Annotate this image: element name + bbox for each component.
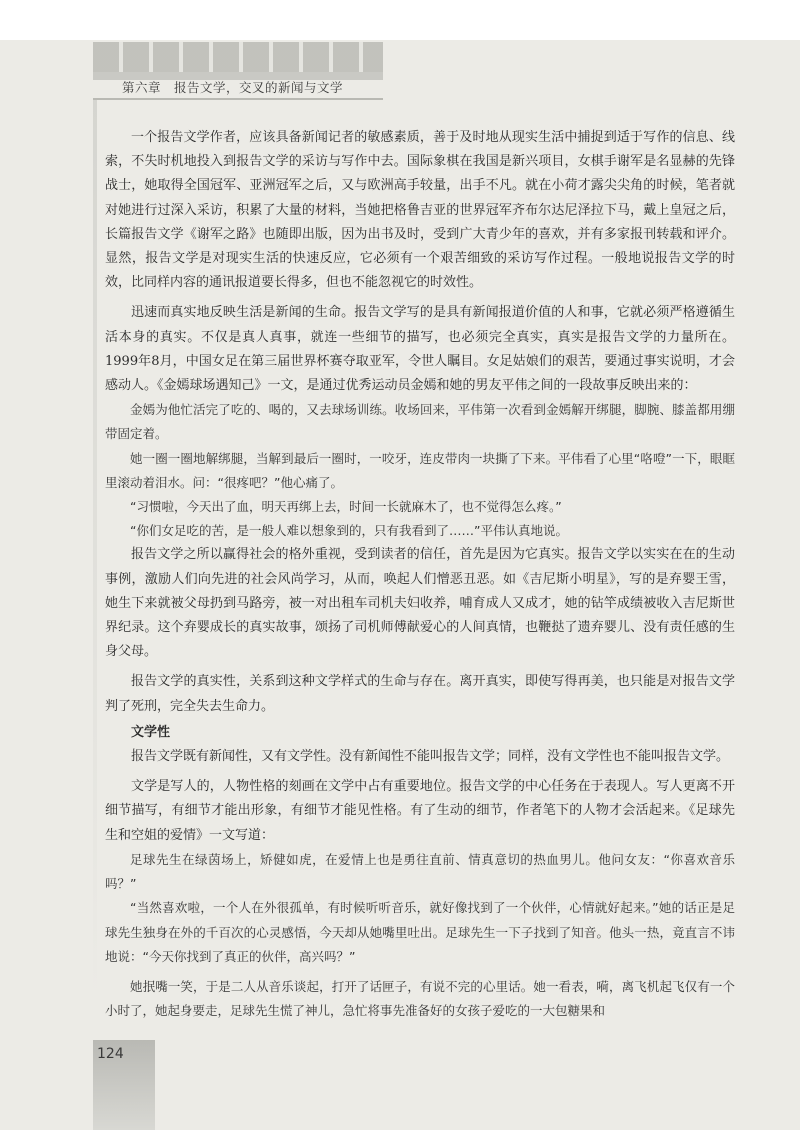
quote-paragraph: “习惯啦，今天出了血，明天再绑上去，时间一长就麻木了，也不觉得怎么疼。” (130, 499, 562, 515)
top-margin (0, 0, 800, 40)
quote-paragraph: “当然喜欢啦，一个人在外很孤单，有时候听听音乐，就好像找到了一个伙伴，心情就好起来。”她的话正是足球先生独身在外的千百次的心灵感悟，今天却从她嘴里吐出。足球先生一下子找到了知音。他头一热，竟直言不讳地说：“今天你找到了真正的伙伴，高兴吗？” (105, 900, 735, 964)
section-heading: 文学性 (131, 724, 171, 740)
quote-paragraph: 她抿嘴一笑，于是二人从音乐谈起，打开了话匣子，有说不完的心里话。她一看表，嗬，离飞机起飞仅有一个小时了，她起身要走，足球先生慌了神儿，急忙将事先准备好的女孩子爱吃的一大包糖果和 (105, 978, 735, 1019)
page-content (105, 126, 735, 1023)
page-number: 124 (97, 1046, 124, 1062)
paragraph: 报告文学之所以赢得社会的格外重视，受到读者的信任，首先是因为它真实。报告文学以实实在在的生动事例，激励人们向先进的社会风尚学习，从而，唤起人们憎恶丑恶。如《吉尼斯小明星》，写的是弃婴王雪，她生下来就被父母扔到马路旁，被一对出租车司机夫妇收养，哺育成人又成才，她的钻竿成绩被收入吉尼斯世界纪录。这个弃婴成长的真实故事，颂扬了司机师傅献爱心的人间真情，也鞭挞了遗弃婴儿、没有责任感的生身父母。 (105, 547, 735, 660)
header-pattern-bar (93, 42, 383, 72)
quote-paragraph: 足球先生在绿茵场上，矫健如虎，在爱情上也是勇往直前、情真意切的热血男儿。他问女友：“你喜欢音乐吗？” (105, 851, 735, 892)
quote-paragraph: 金嫣为他忙活完了吃的、喝的，又去球场训练。收场回来，平伟第一次看到金嫣解开绑腿，脚腕、膝盖都用绷带固定着。 (105, 402, 735, 442)
paragraph: 文学是写人的，人物性格的刻画在文学中占有重要地位。报告文学的中心任务在于表现人。写人更离不开细节描写，有细节才能出形象，有细节才能见性格。有了生动的细节，作者笔下的人物才会活起来。《足球先生和空姐的爱情》一文写道： (105, 779, 735, 843)
chapter-title: 第六章 报告文学，交叉的新闻与文学 (122, 80, 344, 95)
chapter-rule (93, 98, 383, 100)
left-margin-strip (93, 100, 97, 1000)
quote-paragraph: 她一圈一圈地解绑腿，当解到最后一圈时，一咬牙，连皮带肉一块撕了下来。平伟看了心里“咯噔”一下，眼眶里滚动着泪水。问：“很疼吧？”他心痛了。 (105, 450, 735, 490)
paragraph: 迅速而真实地反映生活是新闻的生命。报告文学写的是具有新闻报道价值的人和事，它就必须严格遵循生活本身的真实。不仅是真人真事，就连一些细节的描写，也必须完全真实，真实是报告文学的力量所在。1999年8月，中国女足在第三届世界杯赛夺取亚军，令世人瞩目。女足姑娘们的艰苦，要通过事实说明，才会感动人。《金嫣球场遇知己》一文，是通过优秀运动员金嫣和她的男友平伟之间的一段故事反映出来的： (105, 305, 735, 394)
quote-paragraph: “你们女足吃的苦，是一般人难以想象到的，只有我看到了……”平伟认真地说。 (130, 523, 568, 539)
paragraph: 报告文学的真实性，关系到这种文学样式的生命与存在。离开真实，即使写得再美，也只能是对报告文学判了死刑，完全失去生命力。 (105, 674, 735, 714)
paragraph: 一个报告文学作者，应该具备新闻记者的敏感素质，善于及时地从现实生活中捕捉到适于写作的信息、线索，不失时机地投入到报告文学的采访与写作中去。国际象棋在我国是新兴项目，女棋手谢军是名显赫的先锋战士，她取得全国冠军、亚洲冠军之后，又与欧洲高手较量，出手不凡。就在小荷才露尖尖角的时候，笔者就对她进行过深入采访，积累了大量的材料，当她把格鲁吉亚的世界冠军齐布尔达尼泽拉下马，戴上皇冠之后，长篇报告文学《谢军之路》也随即出版，因为出书及时，受到广大青少年的喜欢，并有多家报刊转载和评介。显然，报告文学是对现实生活的快速反应，它必须有一个艰苦细致的采访写作过程。一般地说报告文学的时效，比同样内容的通讯报道要长得多，但也不能忽视它的时效性。 (105, 130, 735, 291)
paragraph: 报告文学既有新闻性，又有文学性。没有新闻性不能叫报告文学；同样，没有文学性也不能叫报告文学。 (131, 749, 730, 765)
